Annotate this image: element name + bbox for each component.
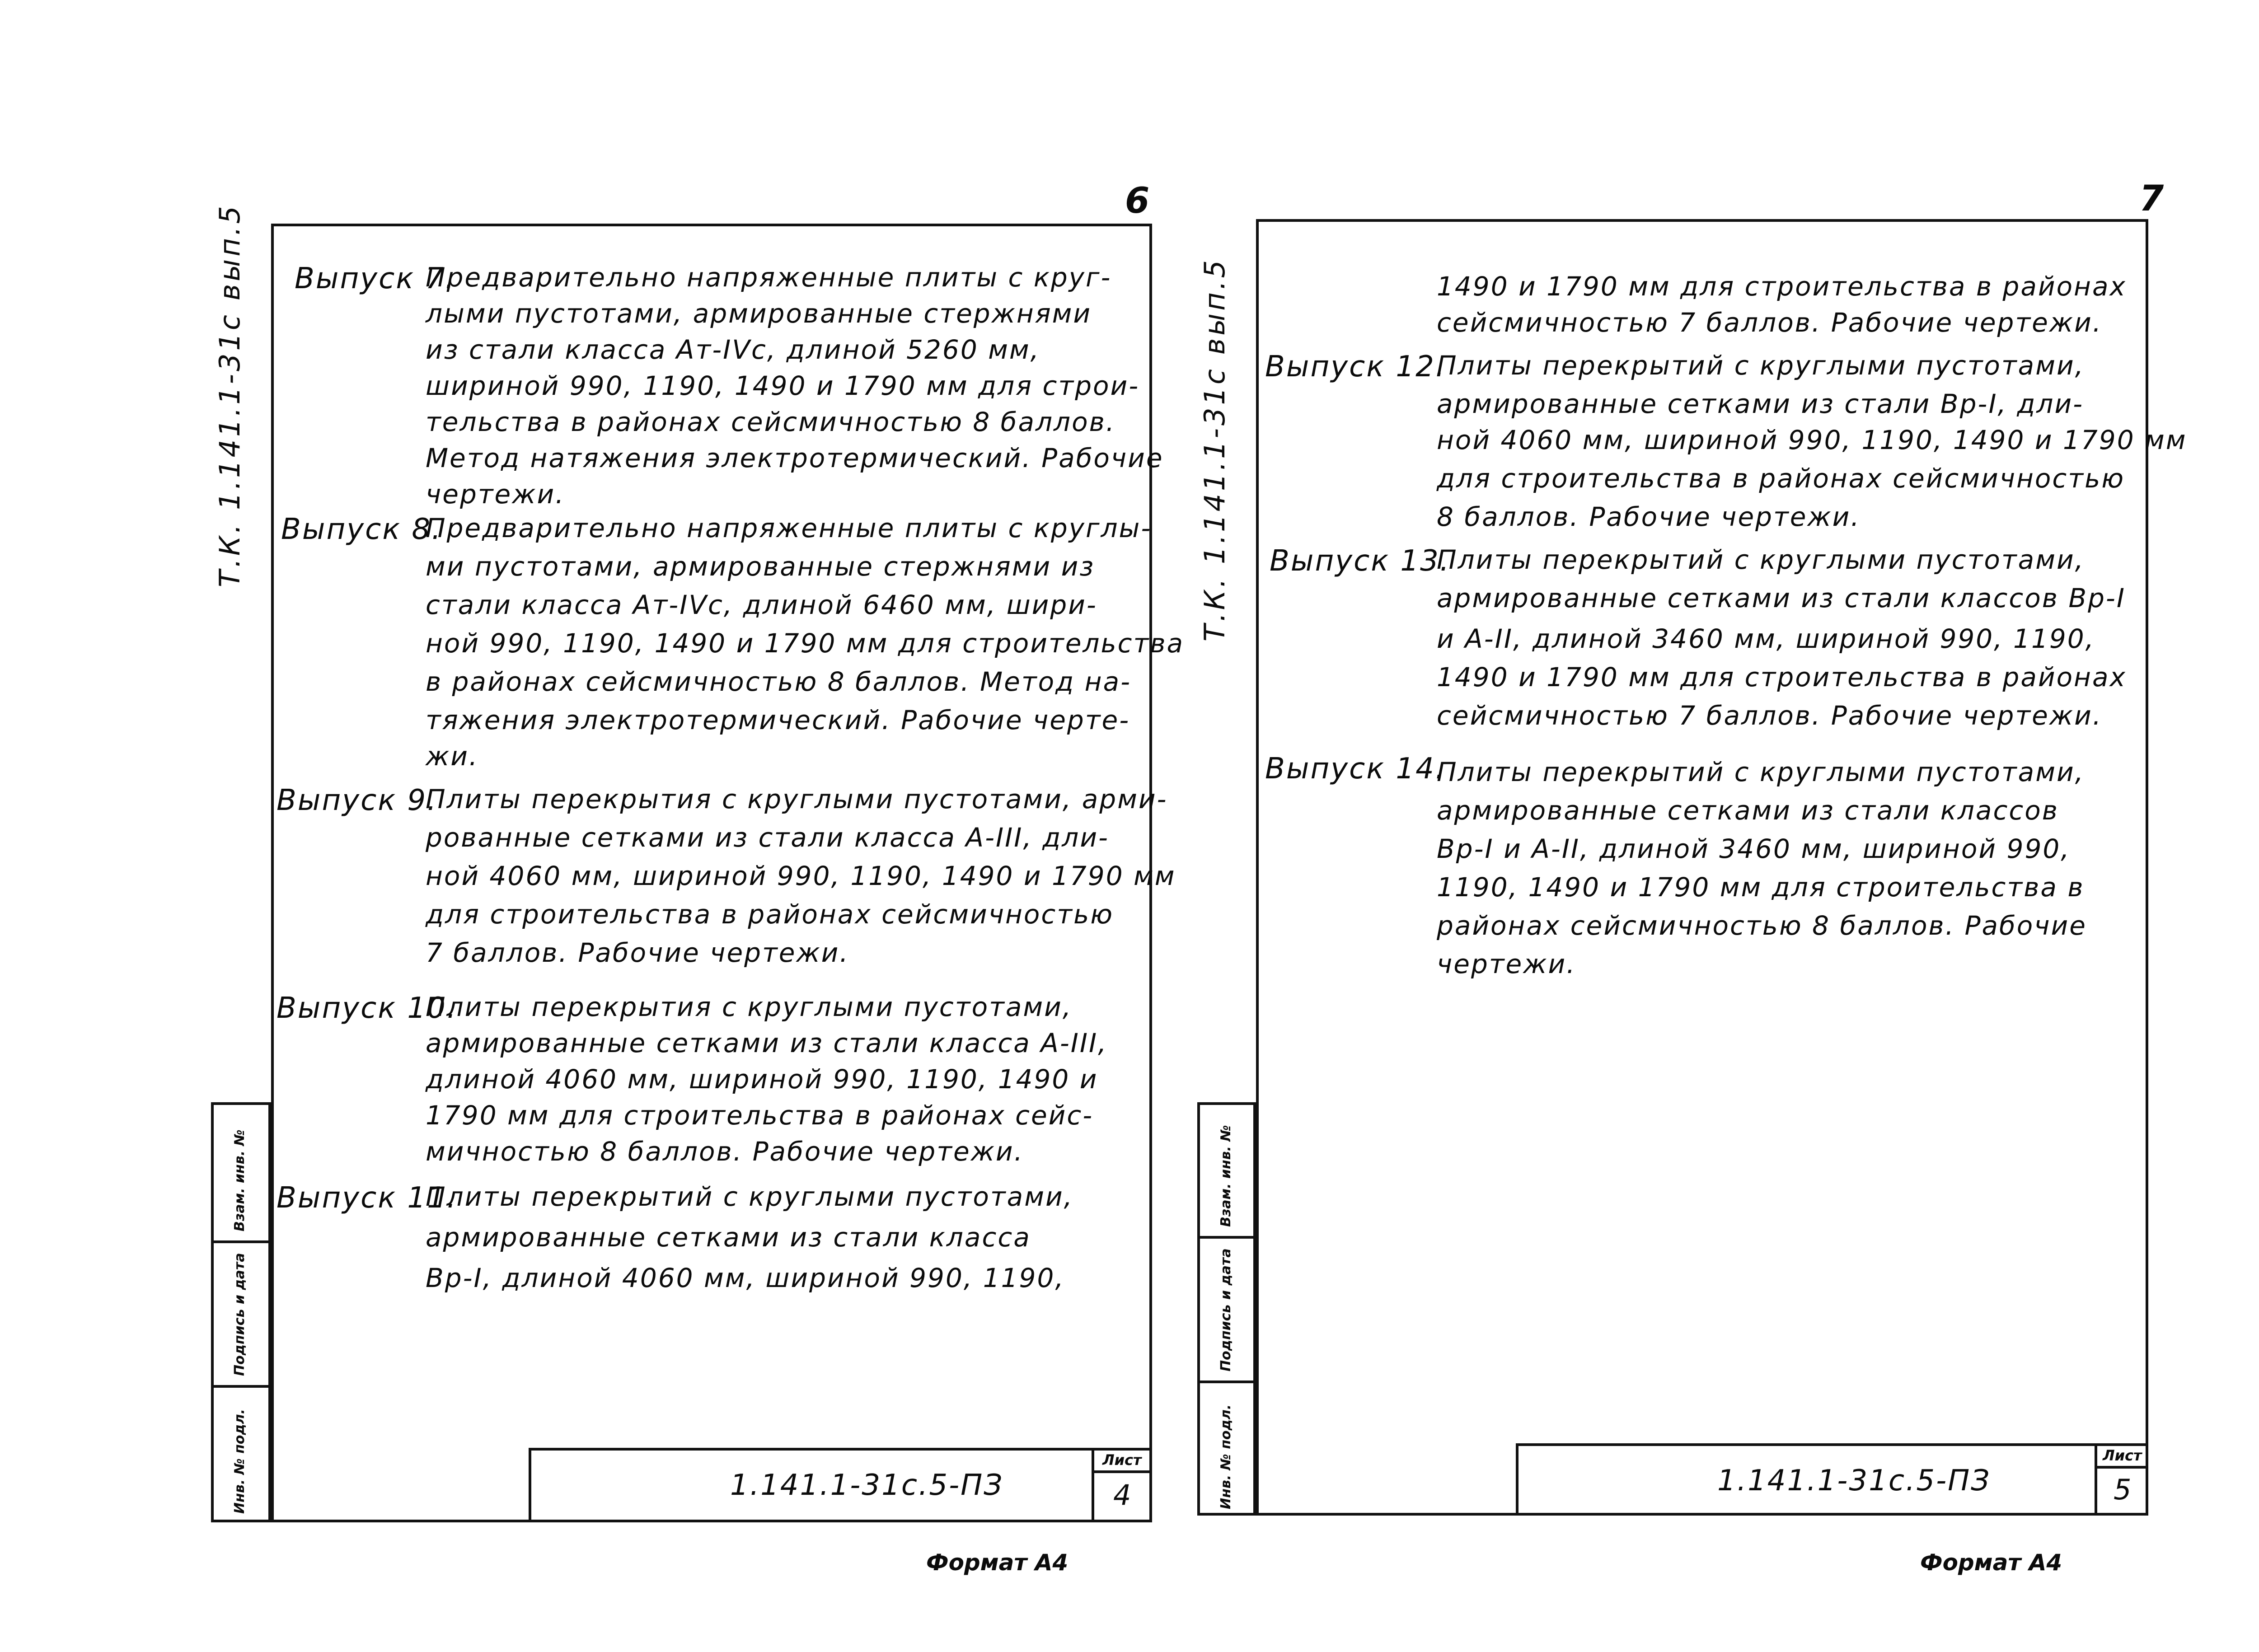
text-line: Вр-I, длиной 4060 мм, шириной 990, 1190, bbox=[426, 1263, 1065, 1293]
text-line: мичностью 8 баллов. Рабочие чертежи. bbox=[426, 1136, 1024, 1167]
left-title-block bbox=[529, 1448, 1152, 1522]
text-line: 7 баллов. Рабочие чертежи. bbox=[426, 937, 849, 968]
text-line: в районах сейсмичностью 8 баллов. Метод на- bbox=[426, 666, 1132, 697]
text-line: тяжения электротермический. Рабочие черте- bbox=[426, 705, 1130, 735]
text-line: тельства в районах сейсмичностью 8 баллов. bbox=[426, 407, 1116, 437]
left-sheet-box bbox=[1092, 1451, 1149, 1520]
text-line: армированные сетками из стали класса bbox=[426, 1222, 1031, 1253]
text-line: Плиты перекрытий с круглыми пустотами, bbox=[1437, 350, 2085, 381]
text-line: Плиты перекрытия с круглыми пустотами, bbox=[426, 992, 1073, 1022]
left-entry bbox=[277, 784, 1176, 992]
text-line: 1490 и 1790 мм для строительства в районах bbox=[1437, 271, 2127, 302]
right-strip-replace: Взам. инв. № bbox=[1218, 1125, 1234, 1227]
text-line: жи. bbox=[426, 741, 479, 772]
issue-label: Выпуск 12. bbox=[1265, 350, 1446, 384]
left-text-block bbox=[277, 262, 1185, 1299]
text-line: районах сейсмичностью 8 баллов. Рабочие bbox=[1437, 910, 2087, 941]
text-line: ми пустотами, армированные стержнями из bbox=[426, 551, 1095, 582]
issue-label: Выпуск 8. bbox=[281, 513, 442, 546]
text-line: длиной 4060 мм, шириной 990, 1190, 1490 и bbox=[426, 1064, 1098, 1095]
text-line: сейсмичностью 7 баллов. Рабочие чертежи. bbox=[1437, 700, 2103, 731]
text-line: 8 баллов. Рабочие чертежи. bbox=[1437, 501, 1861, 532]
left-entry bbox=[277, 262, 1164, 513]
right-entry bbox=[1261, 544, 2142, 752]
text-line: Плиты перекрытия с круглыми пустотами, арми- bbox=[426, 784, 1168, 814]
issue-label: Выпуск 7. bbox=[295, 262, 456, 295]
left-side-code: Т.К. 1.141.1-31с вып.5 bbox=[213, 203, 246, 587]
text-line: сейсмичностью 7 баллов. Рабочие чертежи. bbox=[1437, 307, 2103, 338]
text-line: армированные сетками из стали классов Вр-I bbox=[1437, 583, 2126, 613]
right-sheet-number: 5 bbox=[2114, 1473, 2132, 1506]
text-line: рованные сетками из стали класса A-III, дли- bbox=[426, 822, 1109, 853]
text-line: 1190, 1490 и 1790 мм для строительства в bbox=[1437, 872, 2085, 903]
right-continuation bbox=[1261, 271, 2142, 350]
left-entry bbox=[277, 513, 1185, 784]
left-page-number: 6 bbox=[1125, 181, 1151, 221]
right-sheet-box bbox=[2095, 1446, 2146, 1513]
left-title-strip bbox=[211, 1102, 271, 1522]
text-line: стали класса Ат-IVс, длиной 6460 мм, шири- bbox=[426, 590, 1097, 620]
text-line: из стали класса Ат-IVс, длиной 5260 мм, bbox=[426, 334, 1040, 365]
left-sheet-label: Лист bbox=[1102, 1451, 1142, 1469]
issue-label: Выпуск 13. bbox=[1270, 544, 1451, 578]
left-format-label: Формат А4 bbox=[926, 1549, 1069, 1576]
text-line: ной 4060 мм, шириной 990, 1190, 1490 и 1790 мм bbox=[1437, 425, 2187, 455]
text-line: армированные сетками из стали классов bbox=[1437, 795, 2059, 826]
text-line: чертежи. bbox=[1437, 949, 1576, 979]
right-side-code: Т.К. 1.141.1-31с вып.5 bbox=[1198, 257, 1231, 641]
text-line: Вр-I и A-II, длиной 3460 мм, шириной 990, bbox=[1437, 833, 2071, 864]
text-line: Предварительно напряженные плиты с круглы- bbox=[426, 513, 1152, 543]
right-title-block bbox=[1516, 1443, 2148, 1516]
right-strip-sign: Подпись и дата bbox=[1218, 1248, 1234, 1371]
right-title-strip bbox=[1197, 1102, 1256, 1516]
text-line: Плиты перекрытий с круглыми пустотами, bbox=[426, 1181, 1074, 1212]
left-sheet-number: 4 bbox=[1113, 1479, 1131, 1512]
text-line: и A-II, длиной 3460 мм, шириной 990, 1190, bbox=[1437, 623, 2095, 654]
left-entry bbox=[277, 1181, 1148, 1299]
text-line: Метод натяжения электротермический. Рабочие bbox=[426, 443, 1164, 473]
left-document-code: 1.141.1-31с.5-ПЗ bbox=[730, 1469, 1004, 1502]
text-line: шириной 990, 1190, 1490 и 1790 мм для строи- bbox=[426, 370, 1140, 401]
text-line: для строительства в районах сейсмичностью bbox=[426, 899, 1114, 930]
left-strip-sign: Подпись и дата bbox=[232, 1253, 248, 1376]
right-text-block bbox=[1261, 271, 2187, 987]
left-entry bbox=[277, 992, 1148, 1181]
text-line: для строительства в районах сейсмичностью bbox=[1437, 463, 2125, 494]
text-line: Плиты перекрытий с круглыми пустотами, bbox=[1437, 757, 2085, 787]
issue-label: Выпуск 11. bbox=[277, 1181, 458, 1215]
right-strip-inv: Инв. № подл. bbox=[1218, 1404, 1234, 1509]
text-line: ной 4060 мм, шириной 990, 1190, 1490 и 1790 мм bbox=[426, 861, 1176, 891]
text-line: Предварительно напряженные плиты с круг- bbox=[426, 262, 1112, 293]
right-document-code: 1.141.1-31с.5-ПЗ bbox=[1717, 1464, 1991, 1498]
left-strip-inv: Инв. № подл. bbox=[232, 1409, 248, 1514]
text-line: лыми пустотами, армированные стержнями bbox=[426, 298, 1092, 329]
issue-label: Выпуск 14. bbox=[1265, 752, 1446, 786]
right-page-number: 7 bbox=[2139, 178, 2165, 219]
right-format-label: Формат А4 bbox=[1920, 1549, 2062, 1576]
text-line: ной 990, 1190, 1490 и 1790 мм для строительства bbox=[426, 628, 1185, 659]
issue-label: Выпуск 9. bbox=[277, 784, 438, 817]
text-line: армированные сетками из стали класса A-III, bbox=[426, 1028, 1108, 1058]
right-sheet-label: Лист bbox=[2103, 1447, 2142, 1464]
text-line: чертежи. bbox=[426, 479, 565, 510]
issue-label: Выпуск 10. bbox=[277, 992, 458, 1025]
left-strip-replace: Взам. инв. № bbox=[232, 1129, 248, 1231]
right-entry bbox=[1261, 752, 2142, 987]
text-line: 1490 и 1790 мм для строительства в районах bbox=[1437, 662, 2127, 693]
right-entry bbox=[1261, 350, 2187, 544]
text-line: армированные сетками из стали Вр-I, дли- bbox=[1437, 388, 2084, 419]
text-line: Плиты перекрытий с круглыми пустотами, bbox=[1437, 544, 2085, 575]
text-line: 1790 мм для строительства в районах сейс- bbox=[426, 1100, 1094, 1131]
